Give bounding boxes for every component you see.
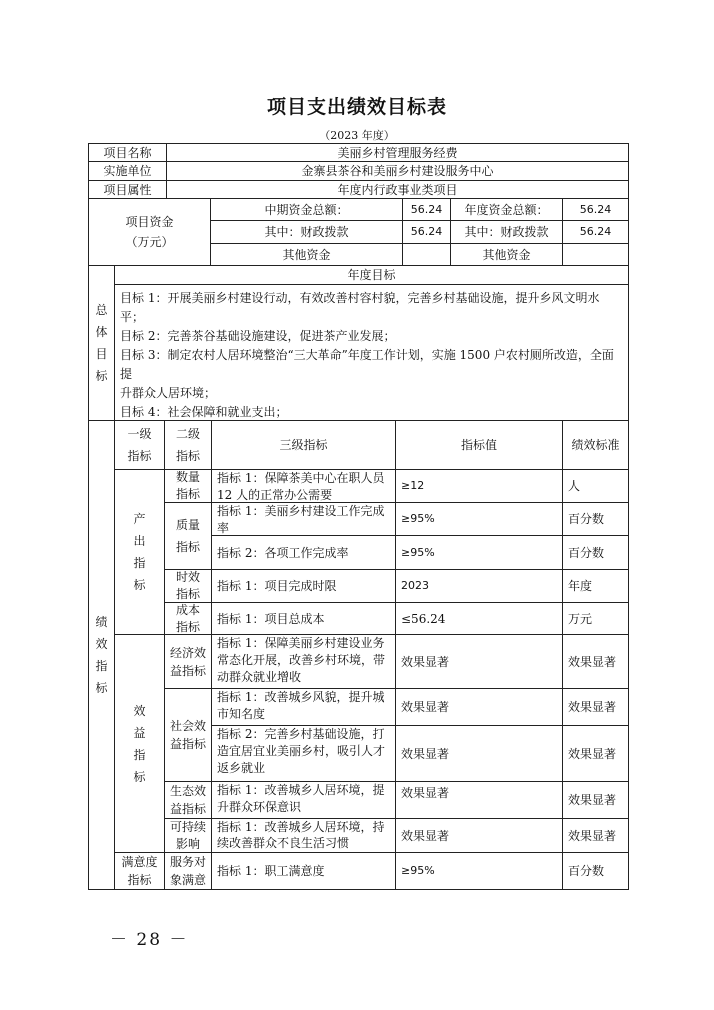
year-line: （2023 年度） [319,129,395,142]
mid-other-label: 其他资金 [210,243,403,266]
benefit-indicators-label: 效 益 指 标 [114,634,165,853]
goal-line: 升群众人居环境； [120,386,217,400]
year-other-label: 其他资金 [450,243,563,266]
implementing-unit-value: 金寨县茶谷和美丽乡村建设服务中心 [166,161,629,181]
indicator-cell: 指标 1：改善城乡人居环境，持 续改善群众不良生活习惯 [211,818,396,853]
indicator-cell: 指标 1：保障美丽乡村建设业务 常态化开展，改善乡村环境，带 动群众就业增收 [211,634,396,689]
mid-fiscal-value: 56.24 [402,220,451,244]
header-level3: 三级指标 [211,420,396,470]
indicator-standard: 百分数 [562,502,629,536]
level2-social: 社会效 益指标 [164,688,212,782]
indicator-cell: 指标 1：改善城乡人居环境，提 升群众环保意识 [211,781,396,819]
header-level1: 一级 指标 [114,420,165,470]
goal-line: 目标 2：完善茶谷基础设施建设，促进茶产业发展； [120,329,396,343]
indicator-cell: 指标 2：各项工作完成率 [211,535,396,570]
indicator-standard: 效果显著 [562,725,629,782]
level2-ecological: 生态效 益指标 [164,781,212,819]
indicator-standard: 效果显著 [562,781,629,819]
project-attribute-value: 年度内行政事业类项目 [166,180,629,199]
year-other-value [562,243,629,266]
indicator-standard: 人 [562,469,629,503]
indicator-value: 效果显著 [395,725,563,782]
indicator-standard: 万元 [562,602,629,635]
level2-timeliness: 时效 指标 [164,569,212,603]
project-funds-label [88,198,211,266]
header-value: 指标值 [395,420,563,470]
goal-line: 目标 3：制定农村人居环境整治“三大革命”年度工作计划，实施 1500 户农村厕所改造，全面提 [120,348,614,381]
indicator-standard: 效果显著 [562,818,629,853]
overall-goals-side-label: 总 体 目 标 [88,265,115,421]
indicator-value: 2023 [395,569,563,603]
performance-table [88,143,629,890]
indicator-value: 效果显著 [395,688,563,726]
mid-fiscal-label: 其中：财政拨款 [210,220,403,244]
indicator-cell: 指标 1：改善城乡风貌，提升城 市知名度 [211,688,396,726]
mid-other-value [402,243,451,266]
funds-label-line1: 项目资金 [125,215,174,229]
goal-line: 目标 1：开展美丽乡村建设行动，有效改善村容村貌，完善乡村基础设施，提升乡风文明水平； [120,291,600,324]
indicator-cell: 指标 1：保障茶美中心在职人员 12 人的正常办公需要 [211,469,396,503]
goal-line: 目标 4：社会保障和就业支出； [120,405,288,419]
indicator-value: 效果显著 [395,634,563,689]
level2-sustainable: 可持续 影响 [164,818,212,853]
indicator-standard: 效果显著 [562,688,629,726]
indicator-value: 效果显著 [395,781,563,819]
indicator-cell: 指标 2：完善乡村基础设施，打 造宜居宜业美丽乡村，吸引人才 返乡就业 [211,725,396,782]
indicator-cell: 指标 1：美丽乡村建设工作完成 率 [211,502,396,536]
level2-quality: 质量 指标 [164,502,212,570]
indicator-value: 效果显著 [395,818,563,853]
indicator-cell: 指标 1：项目总成本 [211,602,396,635]
indicator-value: ≤56.24 [395,602,563,635]
indicator-value: ≥12 [395,469,563,503]
header-level2: 二级 指标 [164,420,212,470]
page-title: 项目支出绩效目标表 [266,96,447,118]
implementing-unit-label: 实施单位 [88,161,167,181]
indicator-value: ≥95% [395,535,563,570]
project-attribute-label: 项目属性 [88,180,167,199]
indicator-standard: 效果显著 [562,634,629,689]
annual-goals-header: 年度目标 [114,265,629,285]
funds-label-line2: （万元） [125,235,174,249]
header-standard: 绩效标准 [562,420,629,470]
satisfaction-indicators-label: 满意度 指标 [114,852,165,890]
mid-total-value: 56.24 [402,198,451,221]
indicator-standard: 百分数 [562,852,629,890]
page-number: － 28 － [110,930,189,950]
output-indicators-label: 产 出 指 标 [114,469,165,635]
level2-service-satisfaction: 服务对 象满意 [164,852,212,890]
year-fiscal-label: 其中：财政拨款 [450,220,563,244]
year-fiscal-value: 56.24 [562,220,629,244]
project-name-label: 项目名称 [88,143,167,162]
indicator-standard: 年度 [562,569,629,603]
indicator-cell: 指标 1：项目完成时限 [211,569,396,603]
project-name-value: 美丽乡村管理服务经费 [166,143,629,162]
indicator-cell: 指标 1：职工满意度 [211,852,396,890]
performance-side-label: 绩 效 指 标 [88,420,115,890]
annual-goals-text [114,284,629,421]
level2-quantity: 数量 指标 [164,469,212,503]
indicator-value: ≥95% [395,502,563,536]
level2-economic: 经济效 益指标 [164,634,212,689]
mid-total-label: 中期资金总额： [210,198,403,221]
level2-cost: 成本 指标 [164,602,212,635]
year-total-value: 56.24 [562,198,629,221]
indicator-value: ≥95% [395,852,563,890]
indicator-standard: 百分数 [562,535,629,570]
year-total-label: 年度资金总额： [450,198,563,221]
